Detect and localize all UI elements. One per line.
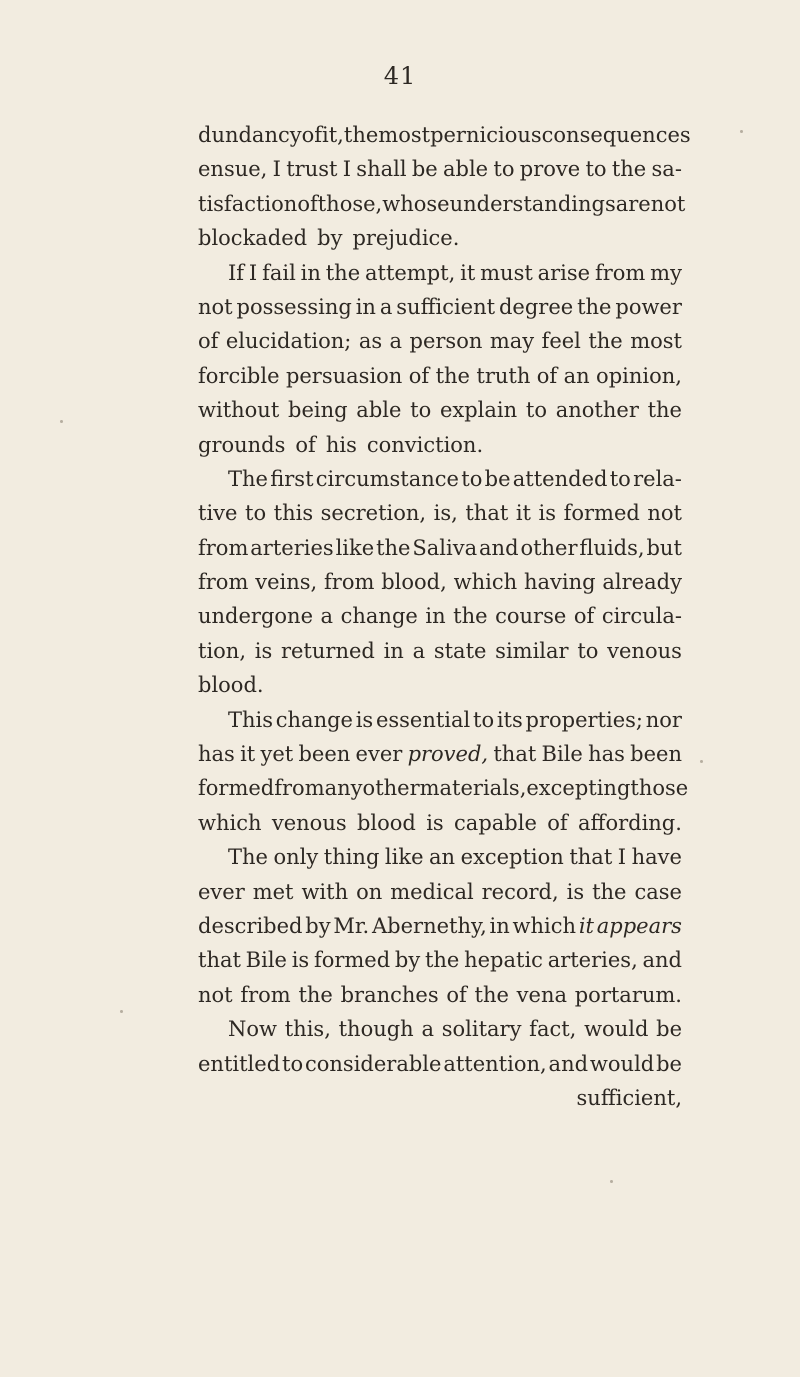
text-line: [198, 599, 682, 633]
word: which: [198, 810, 262, 835]
word: Bile: [541, 742, 583, 767]
word: yet: [260, 742, 294, 767]
word: shall: [356, 157, 407, 182]
word: like: [384, 845, 424, 870]
word: whose: [382, 191, 450, 216]
word: not: [650, 191, 686, 216]
paper-speck: [610, 1180, 613, 1183]
word: in: [300, 260, 321, 285]
text-line: [198, 875, 682, 909]
word: that: [465, 501, 509, 526]
word: tisfaction: [198, 191, 298, 216]
word: excepting: [526, 776, 631, 801]
word: of: [198, 329, 219, 354]
word: truth: [476, 363, 531, 388]
word: my: [650, 260, 682, 285]
word: of: [295, 432, 316, 457]
word: arteries,: [547, 948, 638, 973]
word: formed: [198, 776, 275, 801]
word: to: [473, 707, 495, 732]
word: which: [453, 570, 518, 595]
text-line: [198, 806, 682, 840]
word: to: [245, 501, 267, 526]
word: of: [573, 604, 595, 629]
word: prove: [519, 157, 581, 182]
word: by: [305, 913, 331, 938]
word: the: [343, 123, 379, 147]
word: Bile: [245, 948, 287, 973]
text-line: [198, 324, 682, 358]
text-line: [198, 1081, 682, 1115]
word: attention,: [443, 1051, 547, 1076]
word: dundancy: [198, 123, 302, 147]
text-line: [198, 1047, 682, 1081]
word: understandings: [449, 191, 616, 216]
word: most: [378, 123, 431, 147]
text-line: [198, 703, 682, 737]
word: of: [297, 191, 318, 216]
word: another: [555, 398, 639, 423]
word: attempt,: [364, 260, 456, 285]
word: the: [647, 398, 682, 423]
word: of: [446, 982, 467, 1007]
paper-speck: [60, 420, 63, 423]
word: by: [394, 948, 421, 973]
word: change: [275, 707, 353, 732]
word: with: [301, 879, 349, 904]
word: met: [252, 879, 294, 904]
word: to: [493, 157, 515, 182]
word: from: [240, 982, 291, 1007]
text-line: [198, 290, 682, 324]
word: returned: [280, 638, 375, 663]
word: is: [254, 638, 273, 663]
word: not: [647, 501, 682, 526]
word: in: [489, 913, 510, 938]
word: been: [298, 742, 351, 767]
text-line: [198, 359, 682, 393]
word: prejudice.: [352, 226, 460, 251]
word: most: [630, 329, 682, 354]
text-line: [198, 978, 682, 1012]
word: I: [272, 157, 281, 182]
word: being: [288, 398, 348, 423]
word: be: [484, 466, 511, 491]
word: be: [411, 157, 438, 182]
word: exception: [460, 845, 564, 870]
word: arise: [537, 260, 591, 285]
word: to: [525, 398, 547, 423]
word: has: [198, 742, 235, 767]
word: be: [656, 1017, 682, 1042]
text-line: [198, 256, 682, 290]
word: in: [383, 638, 404, 663]
paper-speck: [740, 130, 743, 133]
paper-speck: [700, 760, 703, 763]
word: blood,: [381, 570, 447, 595]
word: to: [282, 1051, 304, 1076]
word: persuasion: [285, 363, 403, 388]
word: an: [563, 363, 590, 388]
word: this: [273, 501, 314, 526]
word: arteries: [250, 535, 334, 560]
text-line: [198, 152, 682, 186]
word: power: [615, 294, 682, 319]
word: able: [356, 398, 402, 423]
word: I: [248, 260, 258, 285]
word: appears: [596, 913, 682, 938]
word: those: [630, 776, 689, 801]
word: is: [538, 501, 557, 526]
word: feel: [541, 329, 581, 354]
word: has: [588, 742, 625, 767]
text-line: [198, 428, 682, 462]
word: hepatic: [464, 948, 543, 973]
word: fail: [262, 260, 296, 285]
text-line: [198, 943, 682, 977]
word: grounds: [198, 432, 286, 457]
word: would: [584, 1017, 649, 1042]
text-block: [198, 118, 691, 1115]
word: If: [228, 260, 245, 285]
word: it: [578, 913, 594, 938]
paper-speck: [120, 1010, 123, 1013]
word: venous: [607, 638, 682, 663]
word: fact,: [529, 1017, 577, 1042]
word: as: [358, 329, 383, 354]
word: in: [355, 294, 376, 319]
word: though: [338, 1017, 414, 1042]
word: been: [630, 742, 682, 767]
word: sufficient: [396, 294, 496, 319]
word: secretion,: [320, 501, 427, 526]
word: capable: [454, 810, 537, 835]
text-line: [198, 462, 682, 496]
word: forcible: [198, 363, 280, 388]
word: rela-: [633, 466, 682, 491]
word: state: [433, 638, 487, 663]
word: must: [480, 260, 533, 285]
word: tion,: [198, 638, 246, 663]
text-line: [198, 909, 682, 943]
word: to: [410, 398, 432, 423]
word: circumstance: [315, 466, 459, 491]
word: those,: [317, 191, 383, 216]
word: not: [198, 982, 233, 1007]
text-line: [198, 221, 682, 255]
word: trust: [286, 157, 338, 182]
word: attended: [512, 466, 608, 491]
word: ensue,: [198, 157, 268, 182]
word: the: [435, 363, 470, 388]
word: able: [443, 157, 489, 182]
word: which: [512, 913, 577, 938]
text-line: [198, 737, 682, 771]
word: would: [589, 1051, 655, 1076]
word: other: [362, 776, 420, 801]
word: its: [496, 707, 523, 732]
word: and: [642, 948, 682, 973]
word: blood: [356, 810, 416, 835]
word: not: [198, 294, 233, 319]
word: the: [592, 879, 627, 904]
word: is: [355, 707, 374, 732]
word: degree: [498, 294, 574, 319]
word: it,: [322, 123, 344, 147]
word: a: [421, 1017, 434, 1042]
word: his: [325, 432, 357, 457]
word: proved,: [407, 742, 489, 767]
word: formed: [563, 501, 640, 526]
text-line: [198, 531, 682, 565]
word: of: [536, 363, 558, 388]
word: of: [301, 123, 323, 147]
word: first: [270, 466, 314, 491]
text-line: [198, 496, 682, 530]
word: medical: [390, 879, 474, 904]
word: to: [609, 466, 631, 491]
word: elucidation;: [225, 329, 352, 354]
word: record,: [481, 879, 559, 904]
word: a: [320, 604, 334, 629]
word: that: [569, 845, 613, 870]
word: ever: [355, 742, 403, 767]
word: the: [577, 294, 612, 319]
word: explain: [439, 398, 518, 423]
word: it: [240, 742, 256, 767]
word: similar: [495, 638, 569, 663]
word: like: [335, 535, 375, 560]
word: on: [356, 879, 383, 904]
word: tive: [198, 501, 238, 526]
word: that: [493, 742, 537, 767]
word: considerable: [304, 1051, 442, 1076]
text-line: [198, 668, 682, 702]
word: from: [198, 570, 249, 595]
word: having: [523, 570, 596, 595]
word: of: [408, 363, 430, 388]
word: to: [577, 638, 599, 663]
word: it: [460, 260, 476, 285]
word: blockaded: [198, 226, 308, 251]
word: an: [429, 845, 456, 870]
word: entitled: [198, 1051, 281, 1076]
word: sa-: [651, 157, 682, 182]
word: sufficient,: [576, 1085, 682, 1110]
word: the: [376, 535, 411, 560]
word: change: [340, 604, 418, 629]
word: are: [615, 191, 651, 216]
word: possessing: [236, 294, 352, 319]
word: thing: [323, 845, 380, 870]
word: case: [634, 879, 682, 904]
word: vena: [516, 982, 567, 1007]
word: The: [228, 466, 268, 491]
text-line: [198, 771, 689, 805]
word: Now: [228, 1017, 277, 1042]
word: this,: [284, 1017, 331, 1042]
word: be: [656, 1051, 682, 1076]
word: venous: [271, 810, 347, 835]
text-line: [198, 840, 682, 874]
word: the: [588, 329, 623, 354]
word: from: [594, 260, 646, 285]
word: already: [602, 570, 682, 595]
word: affording.: [578, 810, 682, 835]
word: The: [228, 845, 268, 870]
word: is,: [433, 501, 458, 526]
word: the: [325, 260, 361, 285]
word: blood.: [198, 673, 264, 698]
text-line: [198, 565, 682, 599]
word: described: [198, 913, 303, 938]
word: the: [611, 157, 647, 182]
word: and: [548, 1051, 589, 1076]
word: other: [520, 535, 578, 560]
word: opinion,: [596, 363, 682, 388]
word: ever: [198, 879, 245, 904]
word: in: [425, 604, 446, 629]
word: of: [547, 810, 568, 835]
word: is: [426, 810, 444, 835]
word: is: [291, 948, 310, 973]
word: to: [585, 157, 607, 182]
word: circula-: [601, 604, 682, 629]
word: conviction.: [366, 432, 484, 457]
word: branches: [340, 982, 439, 1007]
word: nor: [645, 707, 682, 732]
word: Mr.: [333, 913, 370, 938]
word: course: [495, 604, 567, 629]
word: the: [453, 604, 488, 629]
word: solitary: [441, 1017, 522, 1042]
word: person: [409, 329, 483, 354]
word: the: [424, 948, 460, 973]
word: This: [228, 707, 274, 732]
word: materials,: [419, 776, 527, 801]
text-line: [198, 393, 682, 427]
word: Saliva: [412, 535, 478, 560]
word: but: [646, 535, 682, 560]
word: by: [317, 226, 343, 251]
text-line: [198, 1012, 682, 1046]
word: consequences: [541, 123, 691, 147]
word: from: [324, 570, 375, 595]
page-number: 41: [383, 62, 417, 90]
word: that: [198, 948, 241, 973]
word: from: [274, 776, 325, 801]
word: a: [412, 638, 426, 663]
text-line: [198, 118, 691, 152]
word: veins,: [255, 570, 318, 595]
word: Abernethy,: [372, 913, 487, 938]
word: I: [342, 157, 352, 182]
word: essential: [375, 707, 471, 732]
word: the: [298, 982, 333, 1007]
word: undergone: [198, 604, 313, 629]
text-line: [198, 634, 682, 668]
word: and: [479, 535, 519, 560]
word: is: [566, 879, 585, 904]
word: it: [515, 501, 531, 526]
word: without: [198, 398, 280, 423]
word: the: [474, 982, 509, 1007]
word: I: [617, 845, 627, 870]
word: properties;: [525, 707, 643, 732]
word: a: [379, 294, 393, 319]
word: may: [489, 329, 535, 354]
word: to: [461, 466, 483, 491]
word: from: [198, 535, 249, 560]
text-line: [198, 187, 686, 221]
word: only: [273, 845, 319, 870]
word: any: [324, 776, 363, 801]
word: formed: [313, 948, 391, 973]
word: have: [631, 845, 682, 870]
word: pernicious: [430, 123, 542, 147]
word: a: [389, 329, 403, 354]
word: fluids,: [579, 535, 645, 560]
word: portarum.: [574, 982, 682, 1007]
